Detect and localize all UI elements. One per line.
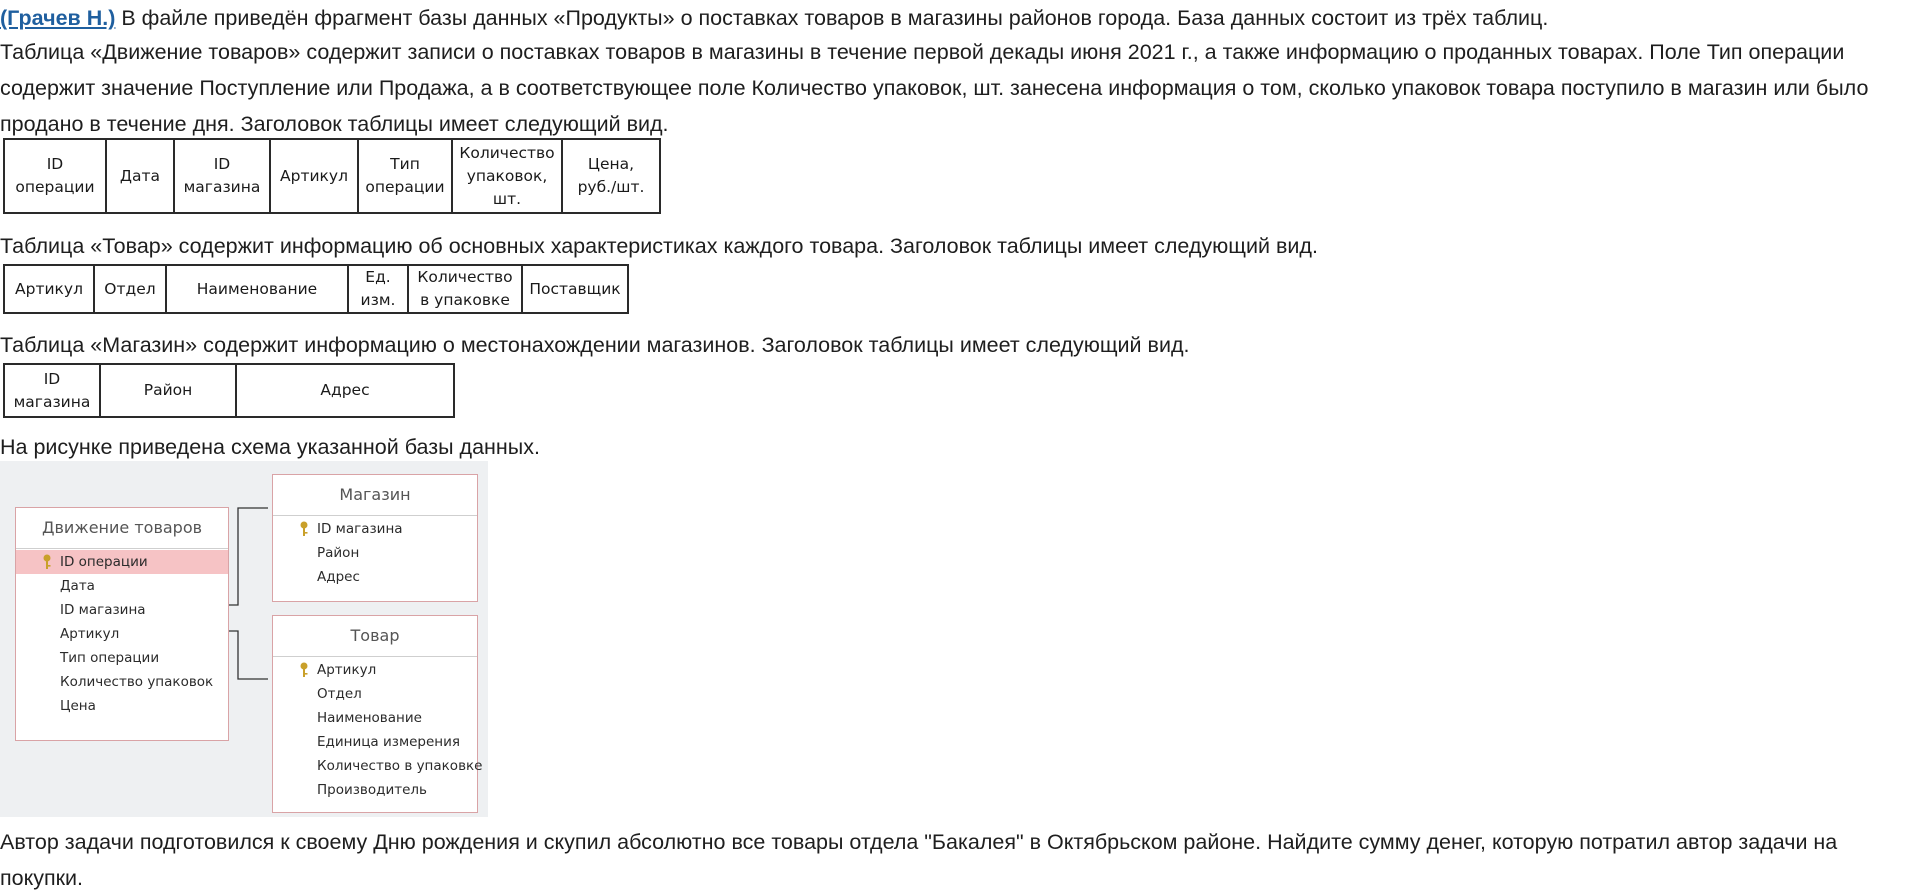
schema-field[interactable]: Наименование xyxy=(317,710,422,726)
header-cell: Тип операции xyxy=(358,139,452,213)
schema-field[interactable]: Количество упаковок xyxy=(60,674,214,690)
intro-text: В файле приведён фрагмент базы данных «Продукты» о поставках товаров в магазины районов города. База данных состоит из трёх таблиц. xyxy=(115,6,1549,30)
field-label: Артикул xyxy=(317,662,377,678)
schema-field[interactable]: ID магазина xyxy=(60,602,146,618)
header-cell: Артикул xyxy=(270,139,358,213)
movement-entity-box[interactable] xyxy=(15,507,229,741)
header-cell: Дата xyxy=(106,139,174,213)
goods-entity-box[interactable] xyxy=(272,615,483,813)
header-cell: Наименование xyxy=(166,265,348,313)
key-icon xyxy=(299,662,309,678)
goods-description: Таблица «Товар» содержит информацию об основных характеристиках каждого товара. Заголовок таблицы имеет следующий вид. xyxy=(0,234,1318,258)
header-cell: Поставщик xyxy=(522,265,628,313)
schema-caption: На рисунке приведена схема указанной базы данных. xyxy=(0,435,540,459)
schema-field[interactable]: Цена xyxy=(60,698,96,714)
schema-field-primary-key[interactable] xyxy=(273,517,477,541)
schema-field-primary-key[interactable] xyxy=(273,658,477,682)
field-label: ID операции xyxy=(60,554,148,570)
header-cell: ID операции xyxy=(4,139,106,213)
movement-description: Таблица «Движение товаров» содержит записи о поставках товаров в магазины в течение первой декады июня 2021 г., а также информацию о проданных товарах. Поле Тип операции содержит значение Поступление или Продажа, а в соответствующее поле Количество упаковок, шт. занесена информация о том, сколько упаковок товара поступило в магазин или было продано в течение дня. Заголовок таблицы имеет следующий вид. xyxy=(0,40,1869,136)
database-schema-diagram xyxy=(0,461,488,817)
goods-table-header xyxy=(3,264,629,314)
header-cell: Отдел xyxy=(94,265,166,313)
relation-store-line xyxy=(228,508,268,605)
header-cell: Цена, руб./шт. xyxy=(562,139,660,213)
header-cell: Район xyxy=(100,364,236,417)
header-cell: Ед. изм. xyxy=(348,265,408,313)
header-cell: Артикул xyxy=(4,265,94,313)
movement-entity-title: Движение товаров xyxy=(16,508,228,549)
schema-field[interactable]: Количество в упаковке xyxy=(317,758,483,774)
relation-goods-line xyxy=(228,631,268,679)
schema-field[interactable]: Тип операции xyxy=(60,650,160,666)
header-cell: Адрес xyxy=(236,364,454,417)
store-description: Таблица «Магазин» содержит информацию о местонахождении магазинов. Заголовок таблицы имеет следующий вид. xyxy=(0,333,1190,357)
schema-field[interactable]: Район xyxy=(317,545,360,561)
schema-field[interactable]: Отдел xyxy=(317,686,362,702)
task-paragraph: Автор задачи подготовился к своему Дню рождения и скупил абсолютно все товары отдела "Бакалея" в Октябрьском районе. Найдите сумму денег, которую потратил автор задачи на покупки. xyxy=(0,830,1838,890)
header-cell: Количество упаковок, шт. xyxy=(452,139,562,213)
schema-field[interactable]: Дата xyxy=(60,578,95,594)
movement-table-header xyxy=(3,138,661,214)
store-table-header xyxy=(3,363,455,418)
author-link[interactable]: (Грачев Н.) xyxy=(0,6,116,30)
schema-field[interactable]: Артикул xyxy=(60,626,120,642)
key-icon xyxy=(299,521,309,537)
schema-field-primary-key[interactable] xyxy=(16,550,228,574)
intro-paragraph xyxy=(0,0,1918,36)
field-label: ID магазина xyxy=(317,521,403,537)
header-cell: Количество в упаковке xyxy=(408,265,522,313)
store-entity-box[interactable] xyxy=(272,474,478,602)
header-cell: ID магазина xyxy=(4,364,100,417)
header-cell: ID магазина xyxy=(174,139,270,213)
schema-field[interactable]: Производитель xyxy=(317,782,428,798)
key-icon xyxy=(42,554,52,570)
schema-field[interactable]: Единица измерения xyxy=(317,734,461,750)
goods-entity-title: Товар xyxy=(273,616,477,657)
schema-field[interactable]: Адрес xyxy=(317,569,360,585)
store-entity-title: Магазин xyxy=(273,475,477,516)
